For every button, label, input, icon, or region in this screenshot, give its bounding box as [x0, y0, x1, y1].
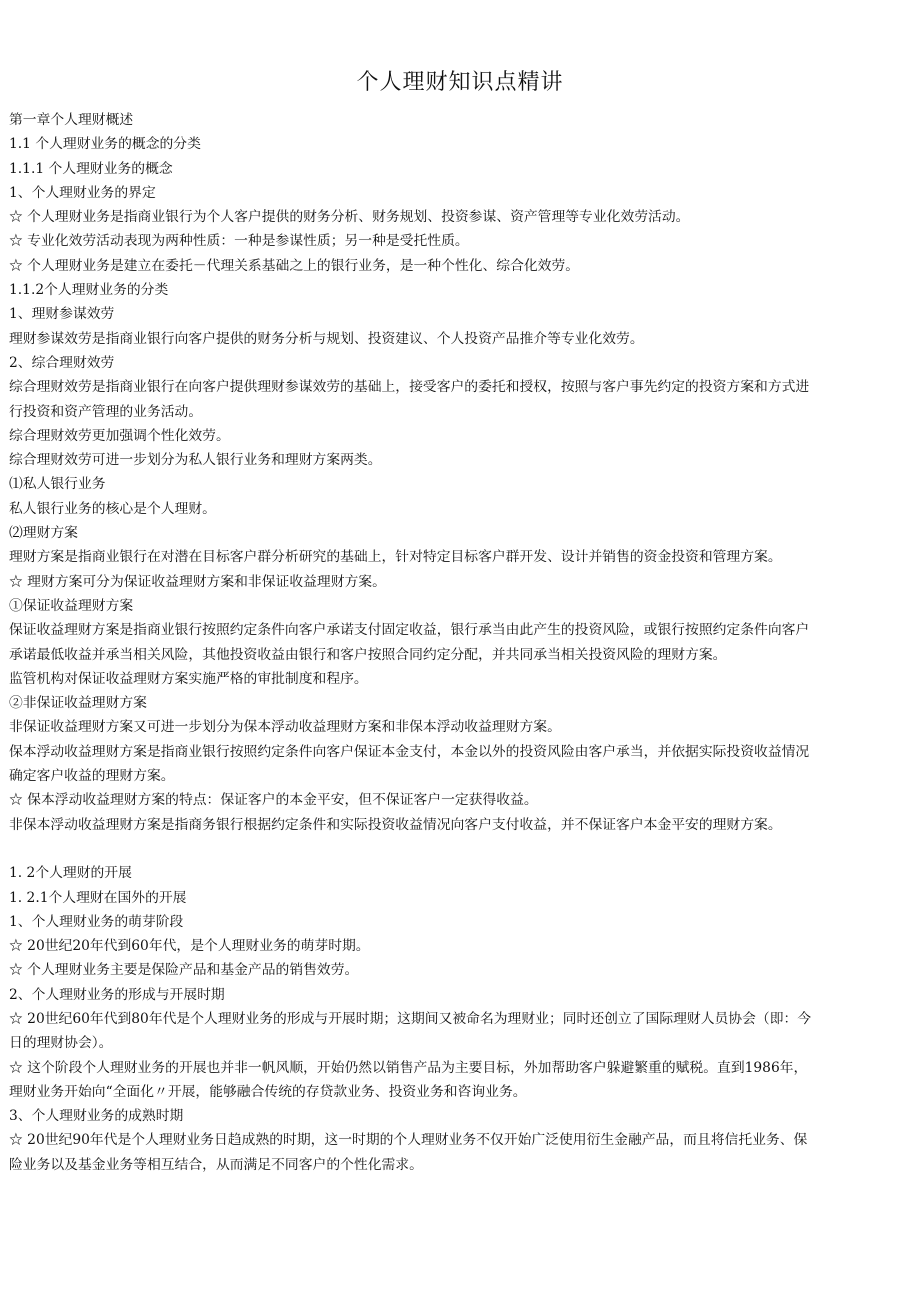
- item-heading: 1、个人理财业务的界定: [9, 184, 156, 201]
- page-title: 个人理财知识点精讲: [356, 70, 564, 95]
- paragraph-line: 综合理财效劳可进一步划分为私人银行业务和理财方案两类。: [9, 452, 382, 469]
- document-body: [9, 108, 909, 1177]
- section-heading: 1.1 个人理财业务的概念的分类: [9, 136, 201, 153]
- paragraph-line: 确定客户收益的理财方案。: [9, 768, 175, 785]
- item-heading: 1、个人理财业务的萌芽阶段: [9, 913, 184, 930]
- item-heading: ⑵理财方案: [9, 525, 78, 542]
- paragraph-line: 承诺最低收益并承当相关风险，其他投资收益由银行和客户按照合同约定分配，并共同承当相关投资风险的理财方案。: [9, 646, 727, 663]
- subsection-heading: 1. 2.1个人理财在国外的开展: [9, 889, 187, 906]
- item-heading: ①保证收益理财方案: [9, 597, 134, 614]
- paragraph-line: 理财参谋效劳是指商业银行向客户提供的财务分析与规划、投资建议、个人投资产品推介等专业化效劳。: [9, 330, 644, 347]
- item-heading: 2、个人理财业务的形成与开展时期: [9, 986, 225, 1003]
- paragraph-line: 理财业务开始向“全面化〃开展，能够融合传统的存贷款业务、投资业务和咨询业务。: [9, 1083, 527, 1100]
- item-heading: 2、综合理财效劳: [9, 354, 115, 371]
- paragraph-line: 监管机构对保证收益理财方案实施严格的审批制度和程序。: [9, 670, 368, 687]
- item-heading: 1、理财参谋效劳: [9, 306, 115, 323]
- bullet-line: ☆ 个人理财业务是指商业银行为个人客户提供的财务分析、财务规划、投资参谋、资产管理等专业化效劳活动。: [9, 209, 690, 226]
- item-heading: ⑴私人银行业务: [9, 476, 106, 493]
- paragraph-line: 日的理财协会）。: [9, 1035, 113, 1052]
- subsection-heading: 1.1.2个人理财业务的分类: [9, 282, 169, 299]
- paragraph-line: 私人银行业务的核心是个人理财。: [9, 500, 216, 517]
- blank-line: [9, 837, 909, 861]
- section-heading: 1. 2个人理财的开展: [9, 865, 132, 882]
- bullet-line: ☆ 保本浮动收益理财方案的特点：保证客户的本金平安，但不保证客户一定获得收益。: [9, 792, 538, 809]
- bullet-line: ☆ 理财方案可分为保证收益理财方案和非保证收益理财方案。: [9, 573, 386, 590]
- bullet-line: ☆ 个人理财业务主要是保险产品和基金产品的销售效劳。: [9, 962, 359, 979]
- item-heading: ②非保证收益理财方案: [9, 695, 147, 712]
- paragraph-line: 综合理财效劳更加强调个性化效劳。: [9, 427, 230, 444]
- paragraph-line: 保证收益理财方案是指商业银行按照约定条件向客户承诺支付固定收益，银行承当由此产生的投资风险，或银行按照约定条件向客户: [9, 622, 810, 639]
- bullet-line: ☆ 这个阶段个人理财业务的开展也并非一帆风顺，开始仍然以销售产品为主要目标，外加帮助客户躲避繁重的赋税。直到1986年，: [9, 1059, 808, 1076]
- paragraph-line: 保本浮动收益理财方案是指商业银行按照约定条件向客户保证本金支付，本金以外的投资风险由客户承当，并依据实际投资收益情况: [9, 743, 810, 760]
- paragraph-line: 理财方案是指商业银行在对潜在目标客户群分析研究的基础上，针对特定目标客户群开发、设计并销售的资金投资和管理方案。: [9, 549, 782, 566]
- subsection-heading: 1.1.1 个人理财业务的概念: [9, 160, 173, 177]
- chapter-heading: 第一章个人理财概述: [9, 112, 134, 128]
- paragraph-line: 综合理财效劳是指商业银行在向客户提供理财参谋效劳的基础上，接受客户的委托和授权，按照与客户事先约定的投资方案和方式进: [9, 379, 810, 396]
- item-heading: 3、个人理财业务的成熟时期: [9, 1108, 184, 1125]
- bullet-line: ☆ 个人理财业务是建立在委托－代理关系基础之上的银行业务，是一种个性化、综合化效劳。: [9, 257, 580, 274]
- bullet-line: ☆ 专业化效劳活动表现为两种性质：一种是参谋性质；另一种是受托性质。: [9, 233, 469, 250]
- paragraph-line: 非保证收益理财方案又可进一步划分为保本浮动收益理财方案和非保本浮动收益理财方案。: [9, 719, 561, 736]
- bullet-line: ☆ 20世纪20年代到60年代，是个人理财业务的萌芽时期。: [9, 938, 370, 955]
- paragraph-line: 险业务以及基金业务等相互结合，从而满足不同客户的个性化需求。: [9, 1156, 423, 1173]
- bullet-line: ☆ 20世纪60年代到80年代是个人理财业务的形成与开展时期；这期间又被命名为理财业；同时还创立了国际理财人员协会（即：今: [9, 1010, 812, 1027]
- paragraph-line: 行投资和资产管理的业务活动。: [9, 403, 203, 420]
- bullet-line: ☆ 20世纪90年代是个人理财业务日趋成熟的时期，这一时期的个人理财业务不仅开始广泛使用衍生金融产品，而且将信托业务、保: [9, 1132, 808, 1149]
- paragraph-line: 非保本浮动收益理财方案是指商务银行根据约定条件和实际投资收益情况向客户支付收益，并不保证客户本金平安的理财方案。: [9, 816, 782, 833]
